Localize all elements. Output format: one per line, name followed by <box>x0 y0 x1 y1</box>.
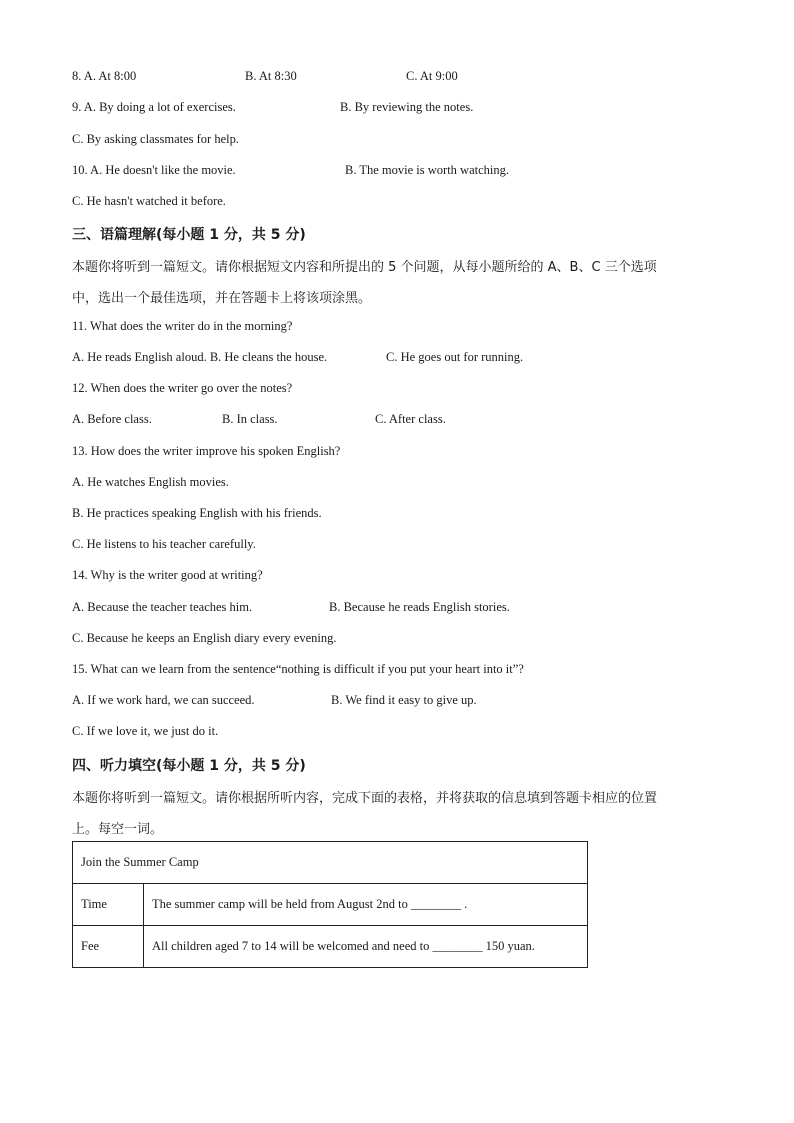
q15-option-c: C. If we love it, we just do it. <box>72 724 219 738</box>
q9-option-c: C. By asking classmates for help. <box>72 132 239 146</box>
q13-option-b: B. He practices speaking English with his friends. <box>72 506 322 520</box>
q12-option-c: C. After class. <box>375 412 446 426</box>
table-row <box>73 884 588 926</box>
q14-stem: 14. Why is the writer good at writing? <box>72 568 263 582</box>
q11-stem: 11. What does the writer do in the morning? <box>72 319 293 333</box>
section-3-instruction-line-1: 本题你将听到一篇短文。请你根据短文内容和所提出的 5 个问题，从每小题所给的 A、B、C 三个选项 <box>72 260 657 275</box>
section-4-instruction-line-2: 上。每空一词。 <box>72 822 164 837</box>
q10-option-b: B. The movie is worth watching. <box>345 163 509 177</box>
q8-option-c: C. At 9:00 <box>406 69 458 83</box>
q12-option-b: B. In class. <box>222 412 278 426</box>
q15-stem: 15. What can we learn from the sentence“nothing is difficult if you put your heart into it”? <box>72 662 524 676</box>
table-title-row <box>73 842 588 884</box>
section-3-instruction-line-2: 中，选出一个最佳选项，并在答题卡上将该项涂黑。 <box>72 291 372 306</box>
q9-option-a: 9. A. By doing a lot of exercises. <box>72 100 236 114</box>
row-label-time: Time <box>73 884 144 926</box>
section-4-instruction-line-1: 本题你将听到一篇短文。请你根据所听内容，完成下面的表格，并将获取的信息填到答题卡相应的位置 <box>72 791 658 806</box>
q9-option-b: B. By reviewing the notes. <box>340 100 474 114</box>
q12-option-a: A. Before class. <box>72 412 152 426</box>
section-3-heading: 三、语篇理解(每小题 1 分，共 5 分) <box>72 227 306 243</box>
summer-camp-table <box>72 841 588 968</box>
table-row <box>73 926 588 968</box>
row-value-fee: All children aged 7 to 14 will be welcomed and need to ________ 150 yuan. <box>144 926 588 968</box>
q11-option-c: C. He goes out for running. <box>386 350 524 364</box>
q14-option-b: B. Because he reads English stories. <box>329 600 510 614</box>
q15-option-a: A. If we work hard, we can succeed. <box>72 693 255 707</box>
row-label-fee: Fee <box>73 926 144 968</box>
section-4-heading: 四、听力填空(每小题 1 分，共 5 分) <box>72 758 306 774</box>
q14-option-c: C. Because he keeps an English diary every evening. <box>72 631 337 645</box>
q15-option-b: B. We find it easy to give up. <box>331 693 477 707</box>
q10-option-c: C. He hasn't watched it before. <box>72 194 226 208</box>
table-title: Join the Summer Camp <box>73 842 588 884</box>
q13-option-a: A. He watches English movies. <box>72 475 229 489</box>
q8-option-a: 8. A. At 8:00 <box>72 69 137 83</box>
row-value-time: The summer camp will be held from August 2nd to ________ . <box>144 884 588 926</box>
q14-option-a: A. Because the teacher teaches him. <box>72 600 253 614</box>
q12-stem: 12. When does the writer go over the notes? <box>72 381 293 395</box>
q8-option-b: B. At 8:30 <box>245 69 297 83</box>
q13-option-c: C. He listens to his teacher carefully. <box>72 537 256 551</box>
q10-option-a: 10. A. He doesn't like the movie. <box>72 163 236 177</box>
q13-stem: 13. How does the writer improve his spoken English? <box>72 444 341 458</box>
q11-option-ab: A. He reads English aloud. B. He cleans the house. <box>72 350 328 364</box>
